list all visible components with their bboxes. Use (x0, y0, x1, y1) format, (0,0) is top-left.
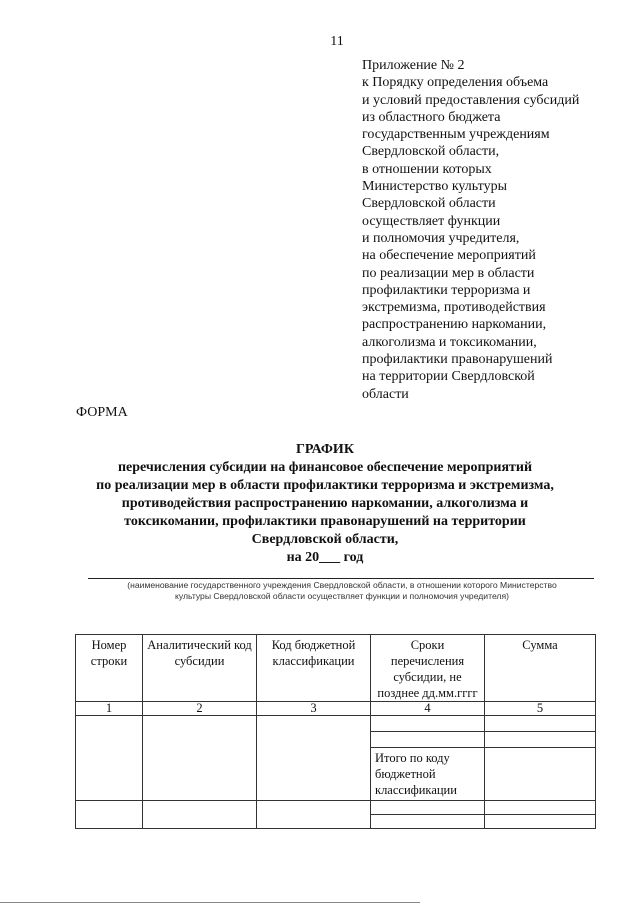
appendix-line: профилактики правонарушений (362, 352, 553, 368)
column-number: 4 (371, 702, 485, 716)
appendix-line: в отношении которых (362, 161, 492, 177)
analytic-code-cell[interactable] (143, 716, 257, 801)
title-line: токсикомании, профилактики правонарушений на территории (124, 514, 526, 529)
appendix-line: алкоголизма и токсикомании, (362, 334, 537, 350)
appendix-line: на обеспечение мероприятий (362, 248, 536, 264)
caption-line: культуры Свердловской области осуществляет функции и полномочия учредителя) (175, 591, 509, 601)
appendix-line: распространению наркомании, (362, 317, 547, 333)
appendix-line: Министерство культуры (362, 179, 507, 195)
column-number: 5 (485, 702, 596, 716)
table-header-row (76, 635, 596, 702)
title-line: на 20___ год (286, 550, 364, 565)
appendix-line: Свердловской области (362, 196, 496, 212)
appendix-line: по реализации мер в области (362, 265, 535, 281)
column-number-row (76, 702, 596, 716)
deadline-cell[interactable] (371, 716, 485, 732)
header-amount: Сумма (485, 635, 596, 702)
appendix-line: области (362, 386, 409, 402)
table-row (76, 716, 596, 732)
column-number: 2 (143, 702, 257, 716)
deadline-cell[interactable] (371, 815, 485, 829)
caption-line: (наименование государственного учреждения Свердловской области, в отношении которого Министерство (127, 580, 557, 590)
total-amount-cell[interactable] (485, 748, 596, 801)
appendix-line: осуществляет функции (362, 213, 501, 229)
row-number-cell[interactable] (76, 801, 143, 829)
header-row-number: Номер строки (76, 635, 143, 702)
document-title (60, 441, 590, 567)
form-label: ФОРМА (76, 405, 128, 420)
title-line: по реализации мер в области профилактики терроризма и экстремизма, (96, 478, 554, 493)
row-number-cell[interactable] (76, 716, 143, 801)
column-number: 3 (257, 702, 371, 716)
column-number: 1 (76, 702, 143, 716)
budget-code-cell[interactable] (257, 716, 371, 801)
appendix-reference (362, 57, 622, 403)
amount-cell[interactable] (485, 732, 596, 748)
appendix-line: и полномочия учредителя, (362, 230, 520, 246)
total-label: Итого по коду бюджетной классификации (371, 748, 485, 801)
institution-name-line[interactable] (88, 578, 594, 579)
amount-cell[interactable] (485, 801, 596, 815)
title-line: перечисления субсидии на финансовое обеспечение мероприятий (117, 460, 533, 475)
title-line: Свердловской области, (251, 532, 399, 547)
appendix-line: из областного бюджета (362, 109, 501, 125)
deadline-cell[interactable] (371, 801, 485, 815)
appendix-line: к Порядку определения объема (362, 75, 549, 91)
appendix-line: экстремизма, противодействия (362, 300, 546, 316)
page-number: 11 (330, 34, 344, 49)
title-line: противодействия распространению наркомании, алкоголизма и (121, 496, 529, 511)
appendix-line: на территории Свердловской (362, 369, 535, 385)
budget-code-cell[interactable] (257, 801, 371, 829)
table-row (76, 801, 596, 815)
appendix-line: Свердловской области, (362, 144, 500, 160)
institution-name-caption (84, 580, 600, 602)
header-transfer-deadline: Сроки перечисления субсидии, не позднее дд.мм.гггг (371, 635, 485, 702)
appendix-line: и условий предоставления субсидий (362, 92, 580, 108)
header-analytic-code: Аналитический код субсидии (143, 635, 257, 702)
amount-cell[interactable] (485, 716, 596, 732)
amount-cell[interactable] (485, 815, 596, 829)
deadline-cell[interactable] (371, 732, 485, 748)
analytic-code-cell[interactable] (143, 801, 257, 829)
appendix-line: Приложение № 2 (362, 58, 465, 73)
title-heading: ГРАФИК (296, 442, 354, 457)
appendix-line: государственным учреждениям (362, 127, 550, 143)
header-budget-code: Код бюджетной классификации (257, 635, 371, 702)
appendix-line: профилактики терроризма и (362, 282, 531, 298)
payment-schedule-table (75, 634, 596, 829)
footer-divider (0, 902, 420, 903)
